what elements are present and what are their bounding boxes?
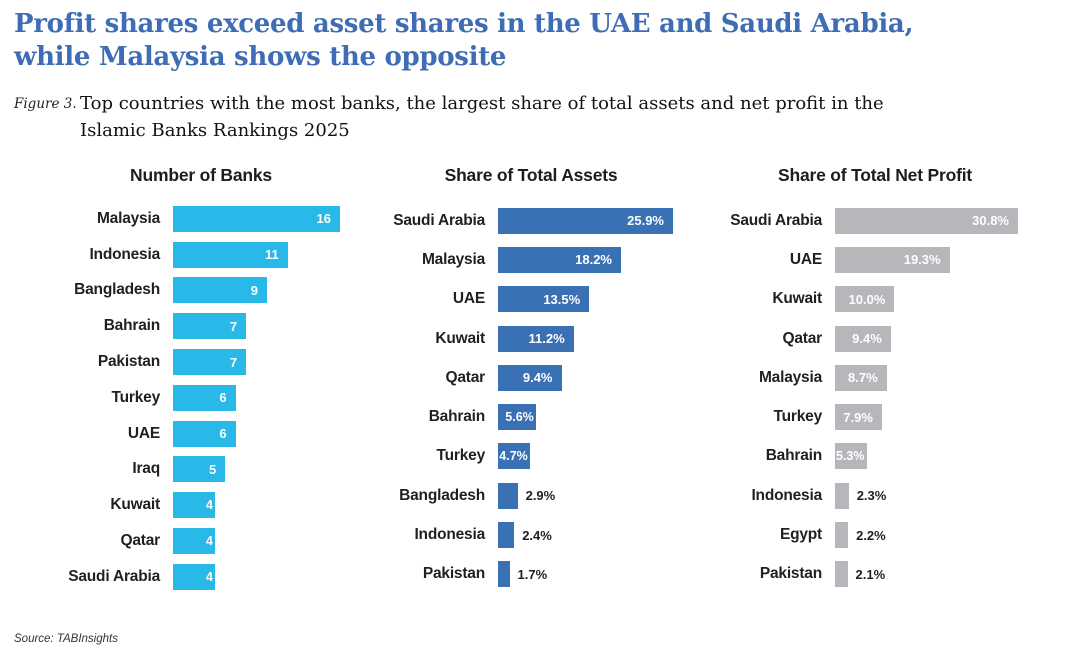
bar-area xyxy=(835,247,1032,273)
bar xyxy=(835,443,867,469)
bar xyxy=(498,561,510,587)
bar-area xyxy=(835,483,1032,509)
bar-row xyxy=(14,237,350,273)
bar-row xyxy=(14,452,350,488)
value-label: 7 xyxy=(229,354,238,370)
bar-area xyxy=(173,528,350,554)
bar-area xyxy=(173,564,350,590)
value-label: 9.4% xyxy=(852,331,882,347)
bar-row xyxy=(340,476,684,515)
bar-row xyxy=(14,308,350,344)
figure-caption-line1: Top countries with the most banks, the largest share of total assets and net profit in the xyxy=(80,93,884,114)
page-title xyxy=(14,8,1064,74)
value-label: 2.2% xyxy=(856,527,886,543)
bar xyxy=(498,404,536,430)
bar xyxy=(835,365,887,391)
bar xyxy=(173,456,225,482)
bar-row xyxy=(340,280,684,319)
value-label: 25.9% xyxy=(627,213,664,229)
page-title-line1: Profit shares exceed asset shares in the UAE and Saudi Arabia, xyxy=(14,9,914,39)
chart-share-of-total-net-profit xyxy=(680,165,1032,583)
bar-area xyxy=(835,522,1032,548)
bar-area xyxy=(498,522,684,548)
value-label: 2.3% xyxy=(856,488,887,504)
category-label: Kuwait xyxy=(110,496,160,514)
value-label: 2.4% xyxy=(522,527,552,543)
value-label: 7 xyxy=(229,318,238,334)
bar-area xyxy=(498,286,684,312)
bar-area xyxy=(498,404,684,430)
bar-row xyxy=(14,344,350,380)
bar xyxy=(835,208,1018,234)
category-label: Turkey xyxy=(773,408,822,426)
value-label: 1.7% xyxy=(517,566,548,582)
bar xyxy=(498,443,530,469)
bar xyxy=(173,492,215,518)
bar-area xyxy=(173,385,350,411)
bar-row xyxy=(14,487,350,523)
value-label: 5.3% xyxy=(836,449,865,464)
value-label: 30.8% xyxy=(972,213,1009,229)
bar-area xyxy=(498,561,684,587)
bar-area xyxy=(498,443,684,469)
chart-rows xyxy=(680,201,1032,594)
bar xyxy=(498,483,518,509)
bar xyxy=(173,206,340,232)
bar-area xyxy=(173,456,350,482)
bar xyxy=(498,365,562,391)
bar-area xyxy=(835,326,1032,352)
chart-title: Share of Total Assets xyxy=(444,165,618,185)
category-label: Iraq xyxy=(132,460,160,478)
value-label: 6 xyxy=(219,426,227,442)
category-label: Saudi Arabia xyxy=(730,211,822,229)
category-label: Pakistan xyxy=(97,353,160,371)
value-label: 5 xyxy=(208,461,217,477)
bar-row xyxy=(680,201,1032,240)
bar xyxy=(173,564,215,590)
bar-area xyxy=(173,313,350,339)
bar xyxy=(835,247,950,273)
category-label: UAE xyxy=(789,250,822,268)
category-label: Qatar xyxy=(782,329,822,347)
bar-row xyxy=(14,559,350,595)
category-label: UAE xyxy=(127,424,160,442)
bar-row xyxy=(340,240,684,279)
bar xyxy=(835,522,848,548)
figure-caption-row xyxy=(14,90,884,144)
value-label: 11 xyxy=(265,247,279,263)
bar-area xyxy=(835,208,1032,234)
bar-row xyxy=(680,358,1032,397)
category-label: Bahrain xyxy=(765,447,822,465)
bar-area xyxy=(835,365,1032,391)
category-label: Saudi Arabia xyxy=(393,211,485,229)
category-label: Kuwait xyxy=(772,290,822,308)
value-label: 2.1% xyxy=(855,566,886,582)
bar-row xyxy=(680,397,1032,436)
chart-rows xyxy=(14,201,350,595)
bar-area xyxy=(498,208,684,234)
bar-row xyxy=(340,555,684,594)
category-label: Malaysia xyxy=(758,368,822,386)
chart-share-of-total-assets xyxy=(340,165,684,583)
bar-row xyxy=(14,380,350,416)
value-label: 4.7% xyxy=(499,449,528,464)
bar xyxy=(498,326,574,352)
category-label: Indonesia xyxy=(414,526,485,544)
value-label: 8.7% xyxy=(848,370,878,386)
bar xyxy=(173,385,236,411)
bar xyxy=(835,286,894,312)
value-label: 7.9% xyxy=(843,409,873,425)
bar-row xyxy=(14,523,350,559)
bar xyxy=(835,326,891,352)
bar-row xyxy=(14,201,350,237)
bar-row xyxy=(340,515,684,554)
category-label: Pakistan xyxy=(422,565,485,583)
value-label: 2.9% xyxy=(525,488,556,504)
bar xyxy=(173,242,288,268)
bar-area xyxy=(498,326,684,352)
category-label: Bangladesh xyxy=(74,281,160,299)
category-label: Malaysia xyxy=(96,209,160,227)
bar-area xyxy=(498,247,684,273)
bar-row xyxy=(680,240,1032,279)
value-label: 13.5% xyxy=(543,291,581,307)
chart-title: Number of Banks xyxy=(130,165,272,185)
value-label: 6 xyxy=(219,390,227,406)
bar-area xyxy=(835,286,1032,312)
value-label: 4 xyxy=(205,534,213,549)
bar-row xyxy=(340,358,684,397)
bar xyxy=(835,483,849,509)
value-label: 11.2% xyxy=(528,331,565,347)
bar xyxy=(498,286,589,312)
bar xyxy=(498,208,673,234)
bar-area xyxy=(498,483,684,509)
category-label: Saudi Arabia xyxy=(68,567,160,585)
category-label: Kuwait xyxy=(435,329,485,347)
category-label: Qatar xyxy=(120,532,160,550)
bar-area xyxy=(835,561,1032,587)
category-label: Bahrain xyxy=(428,408,485,426)
chart-number-of-banks xyxy=(14,165,350,585)
bar-area xyxy=(173,349,350,375)
category-label: Turkey xyxy=(111,388,160,406)
bar-row xyxy=(680,280,1032,319)
bar-area xyxy=(173,277,350,303)
chart-title: Share of Total Net Profit xyxy=(778,165,972,185)
bar-row xyxy=(680,437,1032,476)
bar xyxy=(173,528,215,554)
figure-caption-line2: Islamic Banks Rankings 2025 xyxy=(80,120,350,141)
bar-area xyxy=(173,242,350,268)
bar-row xyxy=(340,319,684,358)
bar xyxy=(173,277,267,303)
category-label: Indonesia xyxy=(751,486,822,504)
category-label: Pakistan xyxy=(759,565,822,583)
value-label: 9 xyxy=(250,282,258,298)
bar-row xyxy=(680,515,1032,554)
figure-caption xyxy=(80,90,884,144)
bar xyxy=(173,313,246,339)
bar xyxy=(498,247,621,273)
value-label: 4 xyxy=(205,569,213,584)
value-label: 18.2% xyxy=(575,252,612,268)
bar-row xyxy=(14,416,350,452)
bar xyxy=(173,349,246,375)
bar xyxy=(835,561,848,587)
category-label: Malaysia xyxy=(421,250,485,268)
bar-row xyxy=(340,397,684,436)
value-label: 4 xyxy=(205,498,213,513)
bar-row xyxy=(14,273,350,309)
source-note: Source: TABInsights xyxy=(14,633,118,645)
value-label: 5.6% xyxy=(505,410,534,425)
figure-number-label: Figure 3. xyxy=(14,96,77,112)
bar-row xyxy=(680,555,1032,594)
bar xyxy=(835,404,882,430)
bar-row xyxy=(340,437,684,476)
bar-area xyxy=(498,365,684,391)
category-label: Egypt xyxy=(779,526,822,544)
bar xyxy=(173,421,236,447)
chart-rows xyxy=(340,201,684,594)
category-label: Bangladesh xyxy=(399,486,485,504)
category-label: UAE xyxy=(452,290,485,308)
bar-row xyxy=(680,319,1032,358)
value-label: 9.4% xyxy=(522,370,553,386)
value-label: 10.0% xyxy=(848,291,886,307)
bar-area xyxy=(173,206,350,232)
bar xyxy=(498,522,514,548)
bar-area xyxy=(835,404,1032,430)
category-label: Bahrain xyxy=(103,317,160,335)
value-label: 19.3% xyxy=(903,252,941,268)
bar-row xyxy=(680,476,1032,515)
bar-row xyxy=(340,201,684,240)
page-title-line2: while Malaysia shows the opposite xyxy=(14,42,507,72)
category-label: Turkey xyxy=(436,447,485,465)
bar-area xyxy=(835,443,1032,469)
bar-area xyxy=(173,492,350,518)
category-label: Indonesia xyxy=(89,245,160,263)
category-label: Qatar xyxy=(445,368,485,386)
bar-area xyxy=(173,421,350,447)
value-label: 16 xyxy=(316,211,331,227)
